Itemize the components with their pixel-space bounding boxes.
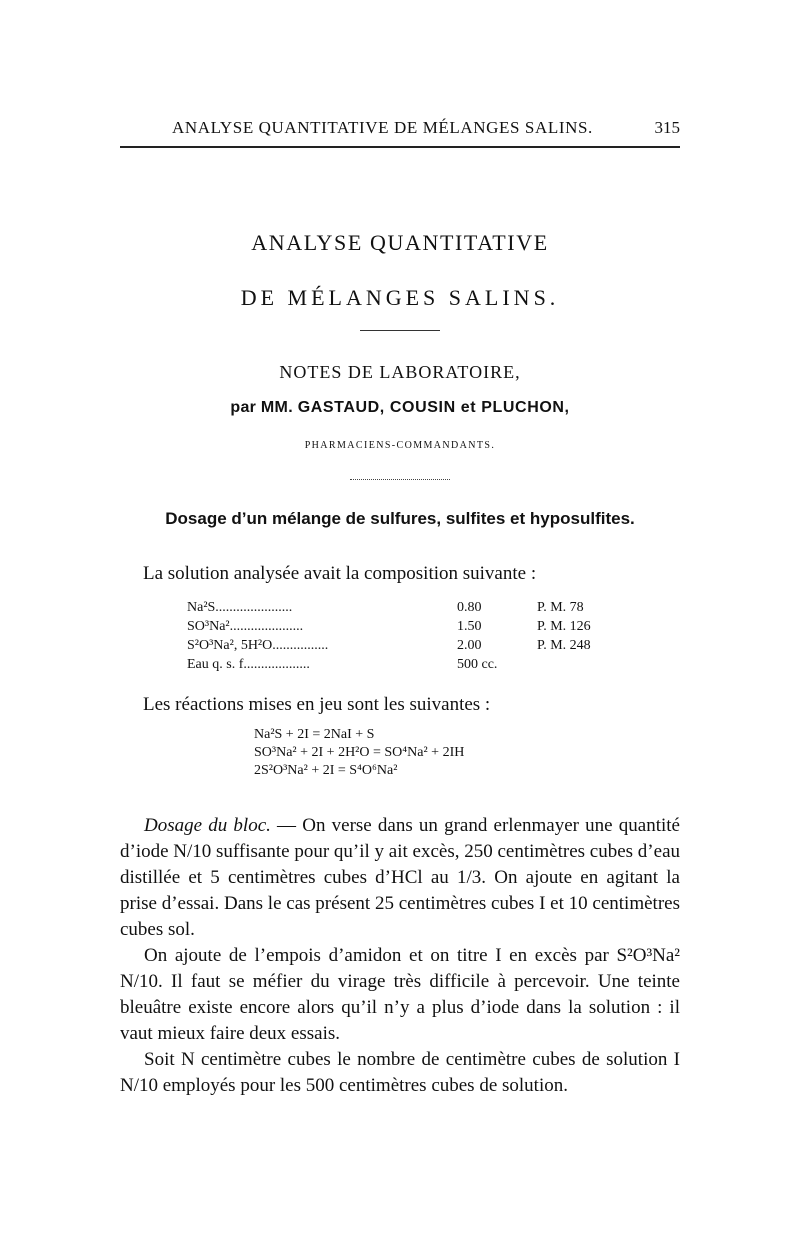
composition-row (187, 636, 667, 656)
reaction-equation: Na²S + 2I = 2NaI + S (254, 727, 375, 742)
composition-quantity: 500 cc. (457, 657, 498, 672)
running-header (120, 116, 680, 148)
authors-names: GASTAUD, COUSIN et PLUCHON, (297, 399, 570, 416)
composition-quantity: 2.00 (457, 638, 482, 653)
composition-intro: La solution analysée avait la composition suivante : (143, 563, 537, 584)
reactions-intro: Les réactions mises en jeu sont les suivantes : (143, 694, 491, 715)
article-subtitle: NOTES DE LABORATOIRE, (279, 362, 521, 382)
composition-substance: SO³Na²..................... (187, 619, 304, 634)
reaction-equation: 2S²O³Na² + 2I = S⁴O⁶Na² (254, 763, 398, 778)
title-divider (360, 330, 440, 331)
author-affiliation: PHARMACIENS-COMMANDANTS. (304, 440, 496, 451)
composition-quantity: 1.50 (457, 619, 482, 634)
composition-substance: Na²S...................... (187, 600, 293, 615)
section-heading: Dosage d’un mélange de sulfures, sulfites et hyposulfites. (165, 509, 635, 528)
composition-molar-weight: P. M. 126 (537, 619, 591, 634)
composition-molar-weight: P. M. 78 (537, 600, 584, 615)
composition-substance: Eau q. s. f................... (187, 657, 310, 672)
running-title: ANALYSE QUANTITATIVE DE MÉLANGES SALINS. (172, 118, 593, 137)
paragraph-lead: Dosage du bloc. (144, 815, 271, 836)
composition-quantity: 0.80 (457, 600, 482, 615)
article-title-line-1: ANALYSE QUANTITATIVE (251, 230, 549, 255)
article-title-line-2: DE MÉLANGES SALINS. (240, 285, 560, 310)
page-number: 315 (654, 118, 680, 137)
composition-row (187, 598, 667, 618)
paragraph-definition: Soit N centimètre cubes le nombre de centimètre cubes de solution I N/10 employés pour les 500 centimètres cubes de solution. (120, 1049, 680, 1096)
reaction-equation: SO³Na² + 2I + 2H²O = SO⁴Na² + 2IH (254, 745, 465, 760)
section-divider (350, 479, 450, 480)
paragraph-dosage-du-bloc (120, 813, 680, 943)
authors-prefix: par MM. (230, 399, 293, 416)
composition-molar-weight: P. M. 248 (537, 638, 591, 653)
composition-row (187, 655, 667, 675)
paragraph-body: — On verse dans un grand erlenmayer une quantité d’iode N/10 suffisante pour qu’il y ait excès, 250 centimètres cubes d’eau distillée et 5 centimètres cubes d’HCl au 1/3. On ajoute en agitant la prise d’essai. Dans le cas présent 25 centimètres cubes I et 10 centimètres cubes sol. (120, 815, 680, 940)
author-line (120, 399, 680, 417)
composition-substance: S²O³Na², 5H²O................ (187, 638, 329, 653)
paragraph-titration: On ajoute de l’empois d’amidon et on titre I en excès par S²O³Na² N/10. Il faut se méfier du virage très difficile à percevoir. Une teinte bleuâtre existe encore alors qu’il n’y a plus d’iode dans la solution : il vaut mieux faire deux essais. (120, 945, 680, 1044)
composition-row (187, 617, 667, 637)
